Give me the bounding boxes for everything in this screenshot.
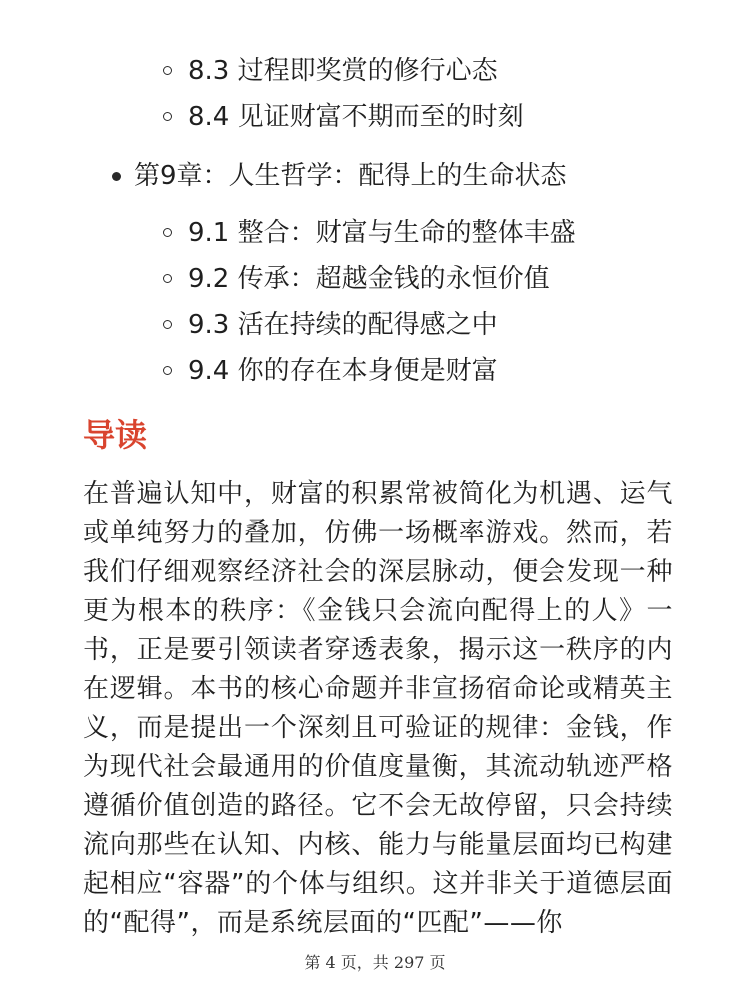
disc-bullet-icon [112, 172, 121, 181]
table-of-contents [0, 48, 750, 394]
circle-bullet-icon [163, 112, 172, 121]
body-paragraph: 在普遍认知中，财富的积累常被简化为机遇、运气或单纯努力的叠加，仿佛一场概率游戏。然而，若我们仔细观察经济社会的深层脉动，便会发现一种更为根本的秩序：《金钱只会流向配得上的人》一书，正是要引领读者穿透表象，揭示这一秩序的内在逻辑。本书的核心命题并非宣扬宿命论或精英主义，而是提出一个深刻且可验证的规律：金钱，作为现代社会最通用的价值度量衡，其流动轨迹严格遵循价值创造的路径。它不会无故停留，只会持续流向那些在认知、内核、能力与能量层面均已构建起相应“容器”的个体与组织。这并非关于道德层面的“配得”，而是系统层面的“匹配”——你 [83, 479, 673, 938]
toc-item-8-4[interactable] [0, 94, 750, 140]
toc-chapter-9[interactable] [0, 148, 750, 204]
section-heading: 导读 [83, 416, 148, 454]
circle-bullet-icon [163, 320, 172, 329]
toc-chapter-label: 第9章：人生哲学：配得上的生命状态 [134, 161, 567, 191]
circle-bullet-icon [163, 228, 172, 237]
toc-item-label: 9.3 活在持续的配得感之中 [188, 310, 498, 340]
circle-bullet-icon [163, 366, 172, 375]
toc-item-9-3[interactable] [0, 302, 750, 348]
toc-item-label: 9.2 传承：超越金钱的永恒价值 [188, 264, 550, 294]
toc-item-9-2[interactable] [0, 256, 750, 302]
toc-item-label: 8.4 见证财富不期而至的时刻 [188, 102, 524, 132]
toc-item-9-4[interactable] [0, 348, 750, 394]
toc-item-9-1[interactable] [0, 210, 750, 256]
toc-item-8-3[interactable] [0, 48, 750, 94]
circle-bullet-icon [163, 66, 172, 75]
page-number: 第 4 页，共 297 页 [304, 953, 446, 972]
toc-item-label: 9.1 整合：财富与生命的整体丰盛 [188, 218, 576, 248]
toc-item-label: 8.3 过程即奖赏的修行心态 [188, 56, 498, 86]
toc-item-label: 9.4 你的存在本身便是财富 [188, 356, 498, 386]
circle-bullet-icon [163, 274, 172, 283]
